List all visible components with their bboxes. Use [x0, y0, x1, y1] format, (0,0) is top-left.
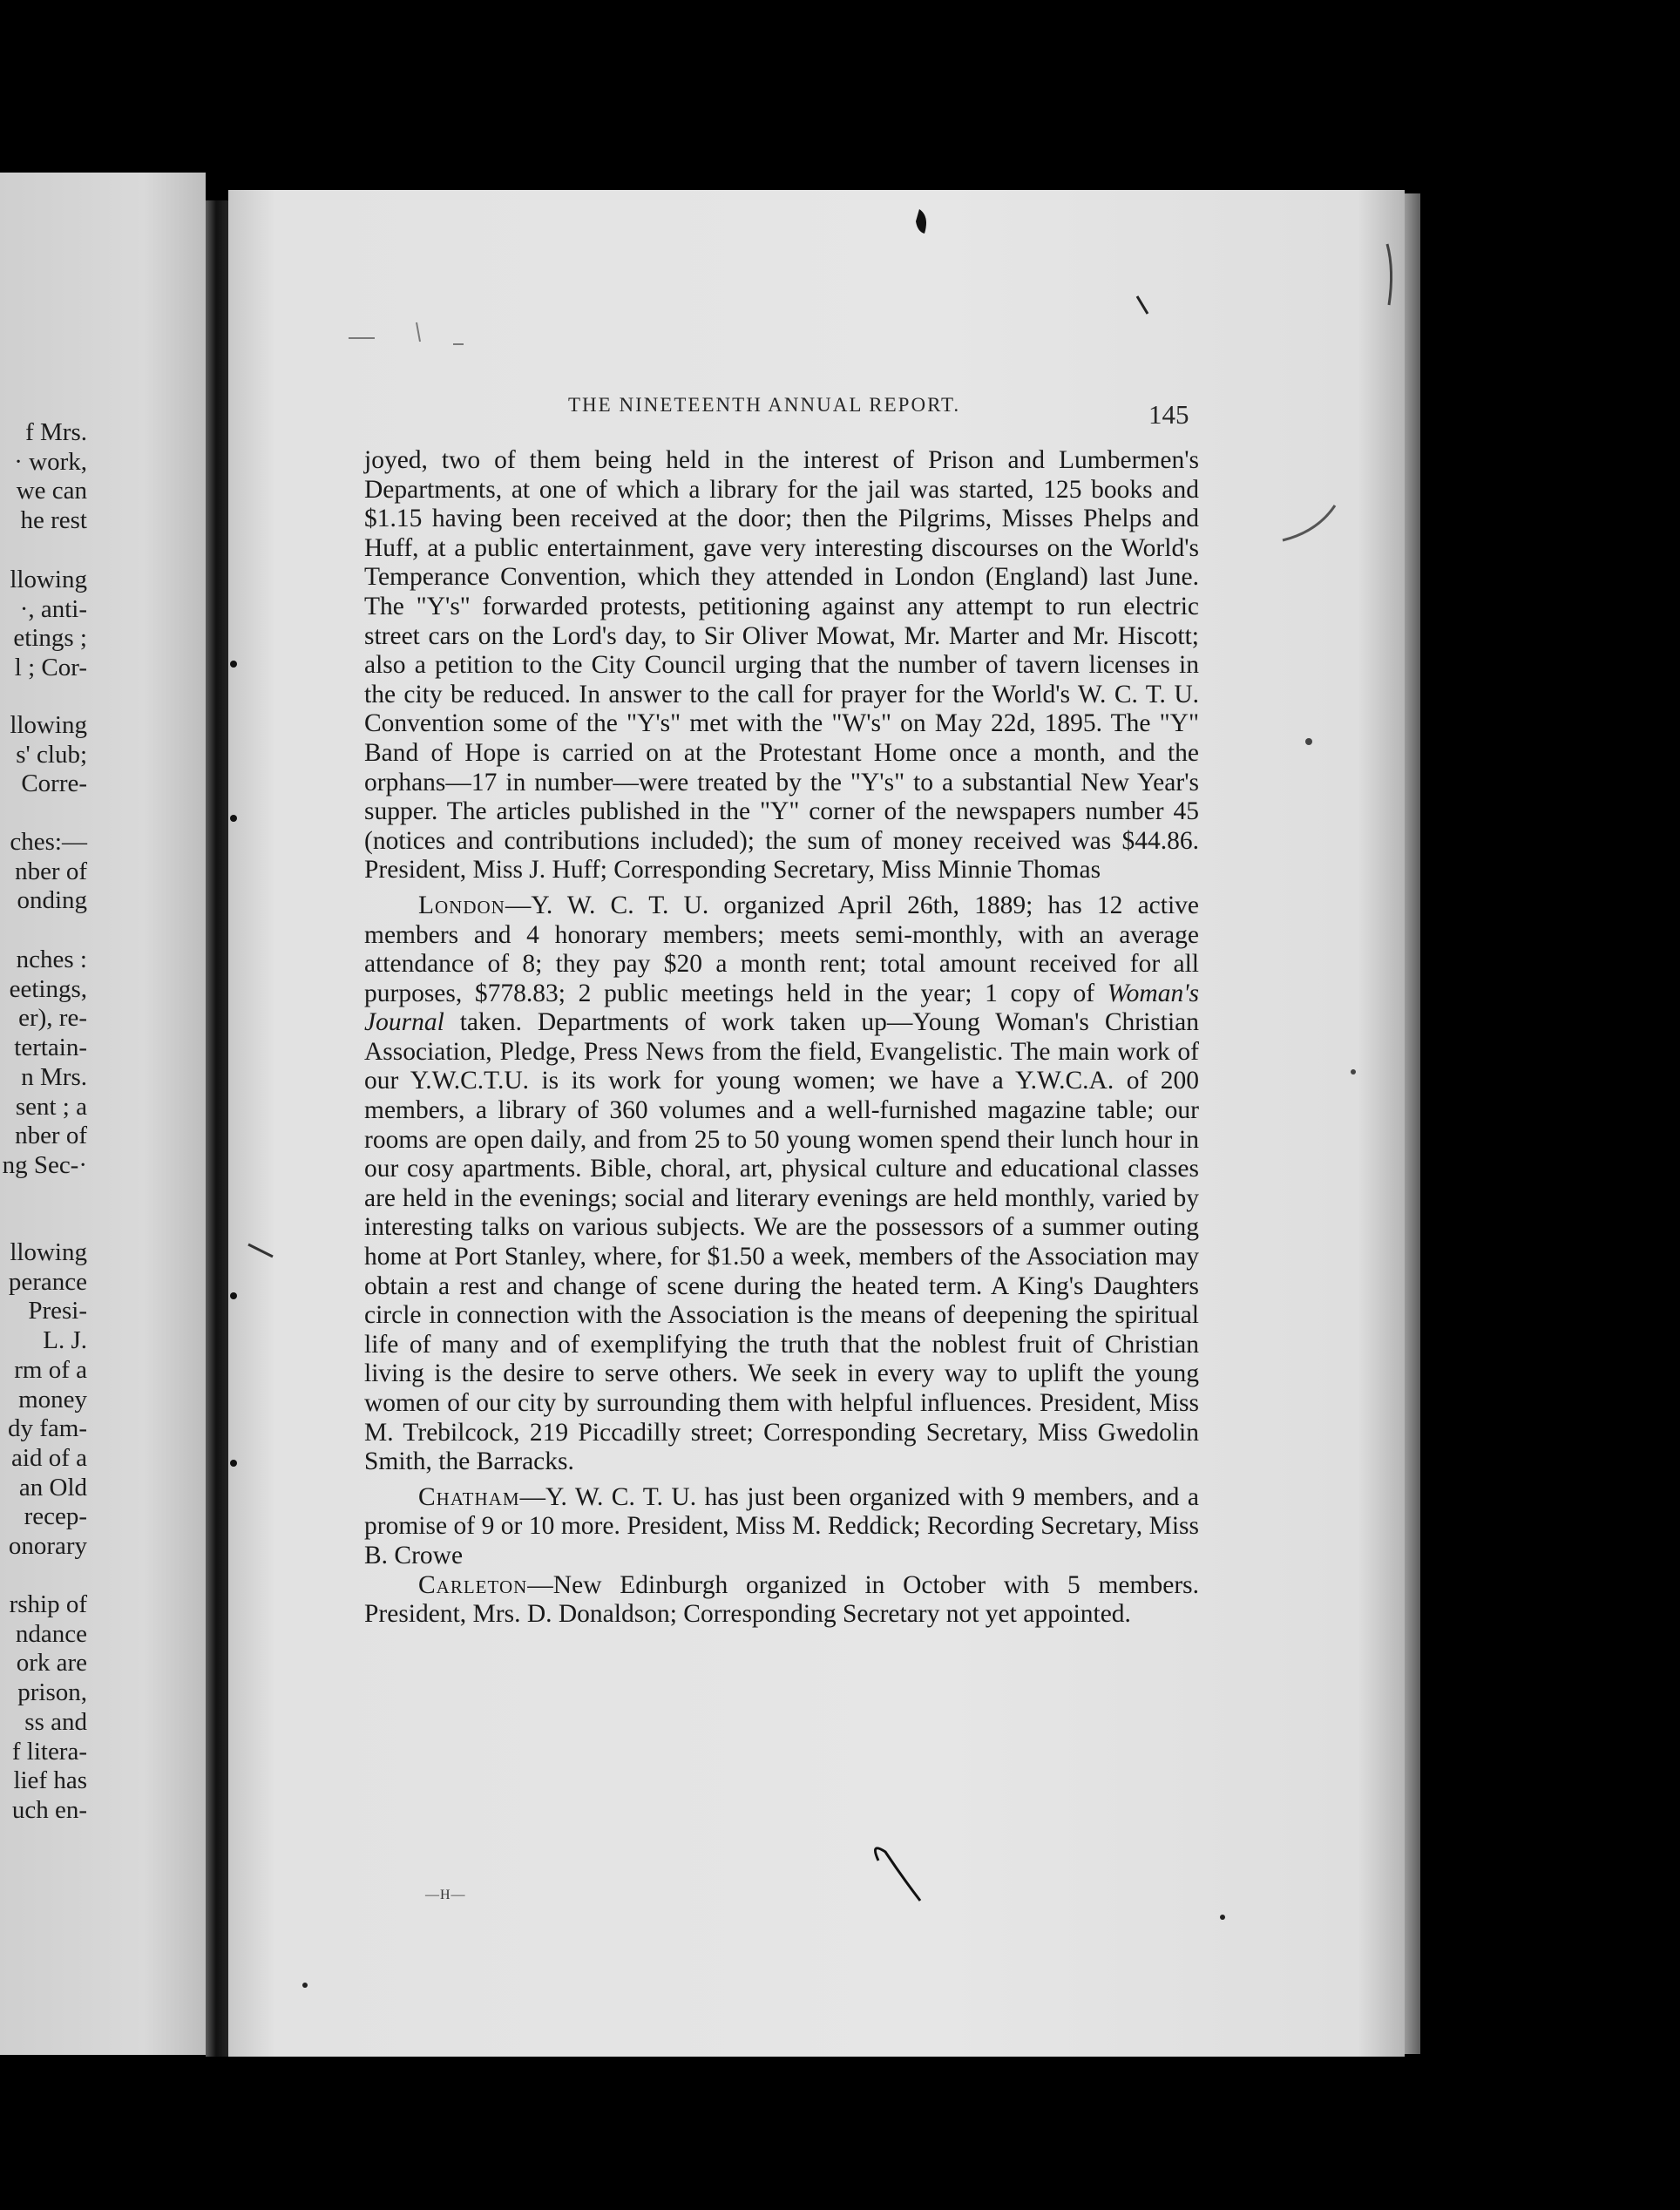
speck [230, 1292, 237, 1299]
section-heading-chatham: Chatham [418, 1482, 520, 1511]
left-line: f litera- [11, 1737, 87, 1766]
left-line: Corre- [21, 769, 87, 798]
pencil-stroke [248, 1244, 273, 1257]
left-line: money [18, 1385, 87, 1413]
left-line: nches : [16, 946, 87, 973]
left-line: aid of a [11, 1443, 87, 1472]
speck [1220, 1915, 1225, 1920]
pencil-stroke [875, 1848, 920, 1901]
left-line: onorary [8, 1532, 87, 1560]
left-line: ork are [16, 1649, 87, 1678]
left-line: tertain- [14, 1034, 87, 1062]
left-line: perance [8, 1267, 87, 1296]
left-line: Presi- [28, 1297, 87, 1325]
left-line: dy fam- [8, 1414, 87, 1443]
speck [302, 1983, 308, 1988]
pencil-stroke [349, 322, 464, 344]
paragraph-text: taken. Departments of work taken up—Young Woman's Christian Association, Pledge, Press News from the field, Evangelistic. The main work of our Y.W.C.T.U. is its work for young women; we have a Y.W.C.A. of 200 members, a library of 360 volumes and a well-furnished magazine table; our rooms are open daily, and from 25 to 50 young women spend their lunch hour in our cosy apartments. Bible, choral, art, physical culture and educational classes are held in the evenings; social and literary evenings are held monthly, varied by interesting talks on various subjects. We are the possessors of a summer outing home at Port Stanley, where, for $1.50 a week, members of the Association may obtain a rest and change of scene during the heated term. A King's Daughters circle in connection with the Association is the means of deepening the spiritual life of many and of exemplifying the truth that the noblest fruit of Christian living is the desire to serve others. We seek in every way to uplift the young women of our city by surrounding them with helpful influences. President, Miss M. Trebilcock, 219 Piccadilly street; Corresponding Secretary, Miss Gwedolin Smith, the Barracks. [364, 1008, 1199, 1476]
pencil-stroke [1283, 505, 1335, 540]
left-line: rship of [9, 1590, 87, 1618]
speck [230, 1460, 237, 1467]
publication-title: Woman's Journal [364, 979, 1199, 1037]
left-line: uch en- [11, 1795, 87, 1824]
left-line: n Mrs. [21, 1062, 87, 1091]
section-heading-carleton: Carleton [418, 1570, 528, 1599]
page-number: 145 [1148, 399, 1189, 430]
speck [230, 661, 237, 668]
left-line: ·, anti- [19, 594, 87, 623]
left-line: ches:— [10, 828, 87, 856]
left-line: recep- [24, 1502, 87, 1531]
ink-blot [916, 209, 926, 234]
left-line: er), re- [18, 1004, 87, 1033]
left-line: an Old [18, 1473, 87, 1502]
left-line: nber of [15, 857, 87, 885]
speck [1305, 738, 1312, 745]
left-line: llowing [10, 1238, 87, 1266]
paragraph-text: —New Edinburgh organized in October with 5 members. President, Mrs. D. Donaldson; Corresponding Secretary not yet appointed. [364, 1570, 1199, 1629]
left-line: f Mrs. [25, 418, 87, 446]
speck [230, 815, 237, 822]
signature-mark: —H— [425, 1888, 466, 1902]
left-line: llowing [10, 566, 87, 593]
section-heading-london: London [418, 891, 505, 919]
left-line: llowing [10, 711, 87, 739]
left-line: l ; Cor- [14, 654, 87, 682]
left-line: s' club; [16, 740, 87, 769]
left-line: ndance [15, 1619, 87, 1648]
left-line: ng Sec-· [2, 1150, 87, 1179]
left-line: sent ; a [15, 1092, 87, 1121]
left-line: etings ; [13, 624, 87, 653]
left-line: he rest [20, 506, 87, 535]
left-line: ss and [24, 1707, 87, 1736]
pencil-stroke [1137, 296, 1148, 314]
left-line: nber of [15, 1122, 87, 1150]
left-line: prison, [17, 1678, 87, 1707]
pencil-stroke [1387, 244, 1392, 305]
left-line: L. J. [43, 1326, 87, 1355]
left-line: we can [16, 477, 87, 505]
left-line: lief has [13, 1766, 87, 1795]
paragraph-text: —Y. W. C. T. U. has just been organized with 9 members, and a promise of 9 or 10 more. President, Miss M. Reddick; Recording Secretary, Miss B. Crowe [364, 1482, 1199, 1569]
left-line: · work, [14, 447, 87, 476]
paragraph-text: —Y. W. C. T. U. organized April 26th, 1889; has 12 active members and 4 honorary members; meets semi-monthly, with an average attendance of 8; they pay $20 a month rent; total amount received for all purposes, $778.83; 2 public meetings held in the year; 1 copy of [364, 891, 1199, 1007]
left-line: rm of a [14, 1355, 87, 1384]
running-header: THE NINETEENTH ANNUAL REPORT. [568, 394, 961, 416]
paragraph-continued: joyed, two of them being held in the interest of Prison and Lumbermen's Departments, at one of which a library for the jail was started, 125 books and $1.15 having been received at the door; then the Pilgrims, Misses Phelps and Huff, at a public entertainment, gave very interesting discourses on the World's Temperance Convention, which they attended in London (England) last June. The "Y's" forwarded protests, petitioning against any attempt to run electric street cars on the Lord's day, to Sir Oliver Mowat, Mr. Marter and Mr. Hiscott; also a petition to the City Council urging that the number of tavern licenses in the city be reduced. In answer to the call for prayer for the World's W. C. T. U. Convention some of the "Y's" met with the "W's" on May 22d, 1895. The "Y" Band of Hope is carried on at the Protestant Home once a month, and the orphans—17 in number—were treated by the "Y's" to a substantial New Year's supper. The articles published in the "Y" corner of the newspapers number 45 (notices and contributions included); the sum of money received was $44.86. President, Miss J. Huff; Corresponding Secretary, Miss Minnie Thomas [364, 446, 1199, 885]
speck [1351, 1069, 1356, 1074]
left-line: onding [17, 886, 87, 915]
left-line: eetings, [9, 974, 87, 1003]
